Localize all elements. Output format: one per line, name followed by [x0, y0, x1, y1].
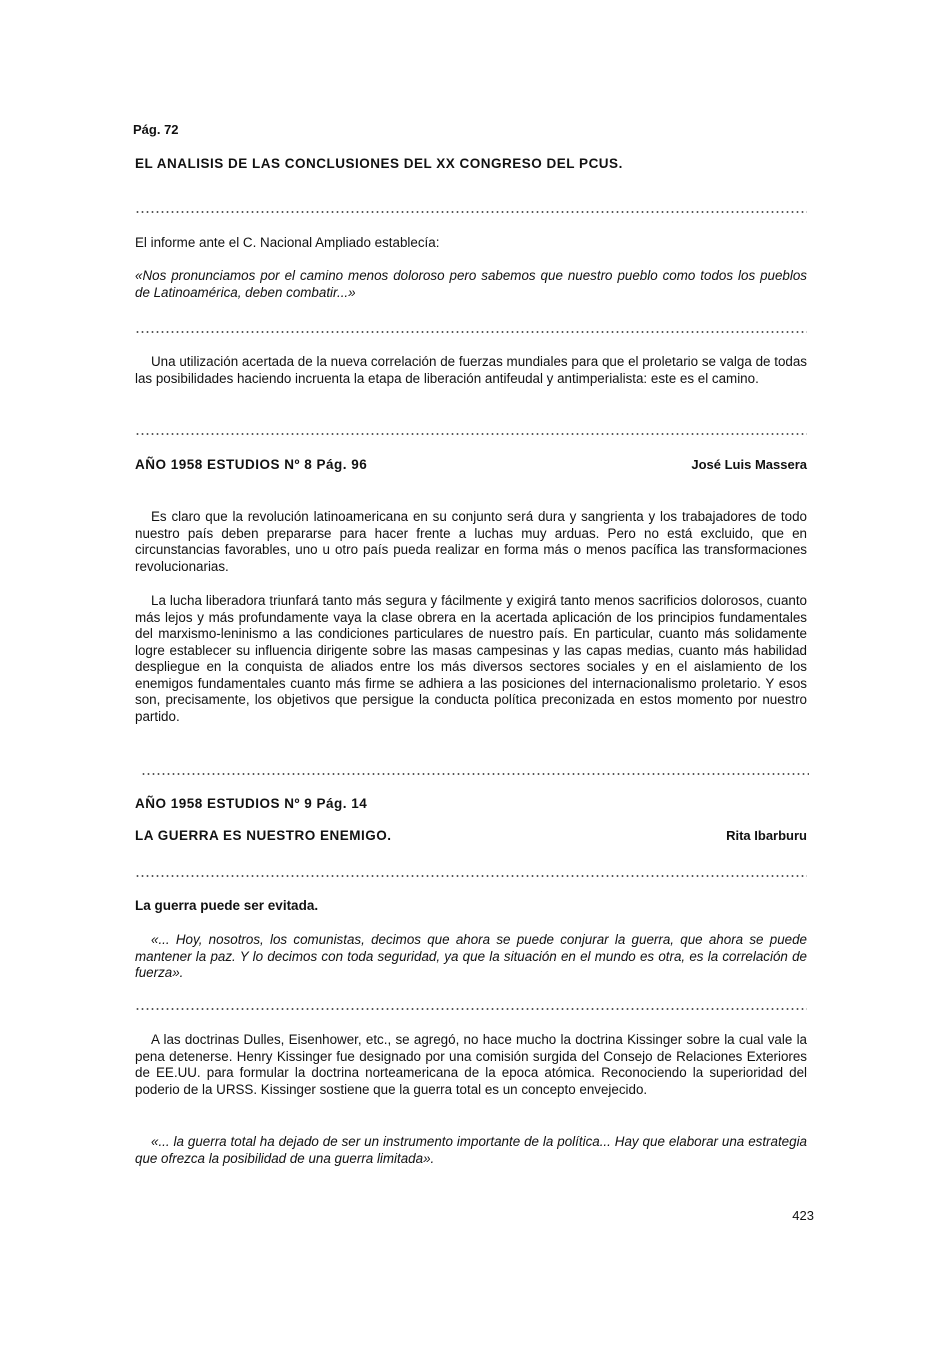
- dotted-divider: [135, 331, 807, 333]
- dotted-divider: [135, 433, 807, 435]
- intro-text: El informe ante el C. Nacional Ampliado establecía:: [135, 235, 440, 250]
- source-citation: AÑO 1958 ESTUDIOS Nº 9 Pág. 14: [135, 796, 368, 811]
- section-title: EL ANALISIS DE LAS CONCLUSIONES DEL XX CONGRESO DEL PCUS.: [135, 156, 623, 171]
- article-title: LA GUERRA ES NUESTRO ENEMIGO.: [135, 828, 392, 843]
- paragraph: La lucha liberadora triunfará tanto más segura y fácilmente y exigirá tanto menos sacrificios dolorosos, cuanto más lejos y más profundamente vaya la clase obrera en la acertada aplicación de los principios fundamentales del marxismo-leninismo a las condiciones particulares de nuestro país. En particular, cuanto más solidamente logre establecer su influencia dirigente sobre las masas campesinas y las capas medias, cuanto más habilidad despliegue en la conquista de aliados entre los más diversos sectores sociales y en el aislamiento de los enemigos fundamentales cuanto más firme se adhiera a las posiciones del internacionalismo proletario. Y esos son, precisamente, los objetivos que persigue la conducta política preconizada en estos momento por nuestro partido.: [135, 593, 807, 724]
- dotted-divider: [141, 773, 809, 775]
- quote-text: «Nos pronunciamos por el camino menos doloroso pero sabemos que nuestro pueblo como todos los pueblos de Latinoamérica, deben combatir...»: [135, 268, 807, 300]
- page-reference: Pág. 72: [133, 122, 179, 137]
- quote-text: «... la guerra total ha dejado de ser un instrumento importante de la política... Hay que elaborar una estrategia que ofrezca la posibilidad de una guerra limitada».: [135, 1134, 807, 1166]
- quote-text: «... Hoy, nosotros, los comunistas, decimos que ahora se puede conjurar la guerra, que ahora se puede mantener la paz. Y lo decimos con toda seguridad, ya que la situación en el mundo es otra, es la correlación de fuerza».: [135, 932, 807, 980]
- page-number: 423: [792, 1208, 814, 1223]
- subheading: La guerra puede ser evitada.: [135, 898, 319, 913]
- author-name: Rita Ibarburu: [726, 828, 807, 843]
- paragraph: Es claro que la revolución latinoamericana en su conjunto será dura y sangrienta y los trabajadores de todo nuestro país deben prepararse para hacer frente a luchas muy arduas. Pero no está excluido, que en circunstancias favorables, uno u otro país pueda realizar en forma más o menos pacífica las transformaciones revolucionarias.: [135, 509, 807, 574]
- dotted-divider: [135, 875, 807, 877]
- dotted-divider: [135, 1008, 807, 1010]
- dotted-divider: [135, 211, 807, 213]
- paragraph: A las doctrinas Dulles, Eisenhower, etc., se agregó, no hace mucho la doctrina Kissinger sobre la cual vale la pena detenerse. Henry Kissinger fue designado por una comisión surgida del Consejo de Relaciones Exteriores de EE.UU. para formular la doctrina norteamericana de la epoca atómica. Reconociendo la superioridad del poderio de la URSS. Kissinger sostiene que la guerra total es un concepto envejecido.: [135, 1032, 807, 1097]
- author-name: José Luis Massera: [691, 457, 807, 472]
- source-citation: AÑO 1958 ESTUDIOS Nº 8 Pág. 96: [135, 457, 368, 472]
- paragraph: Una utilización acertada de la nueva correlación de fuerzas mundiales para que el proletario se valga de todas las posibilidades haciendo incruenta la etapa de liberación antifeudal y antimperialista: este es el camino.: [135, 354, 807, 386]
